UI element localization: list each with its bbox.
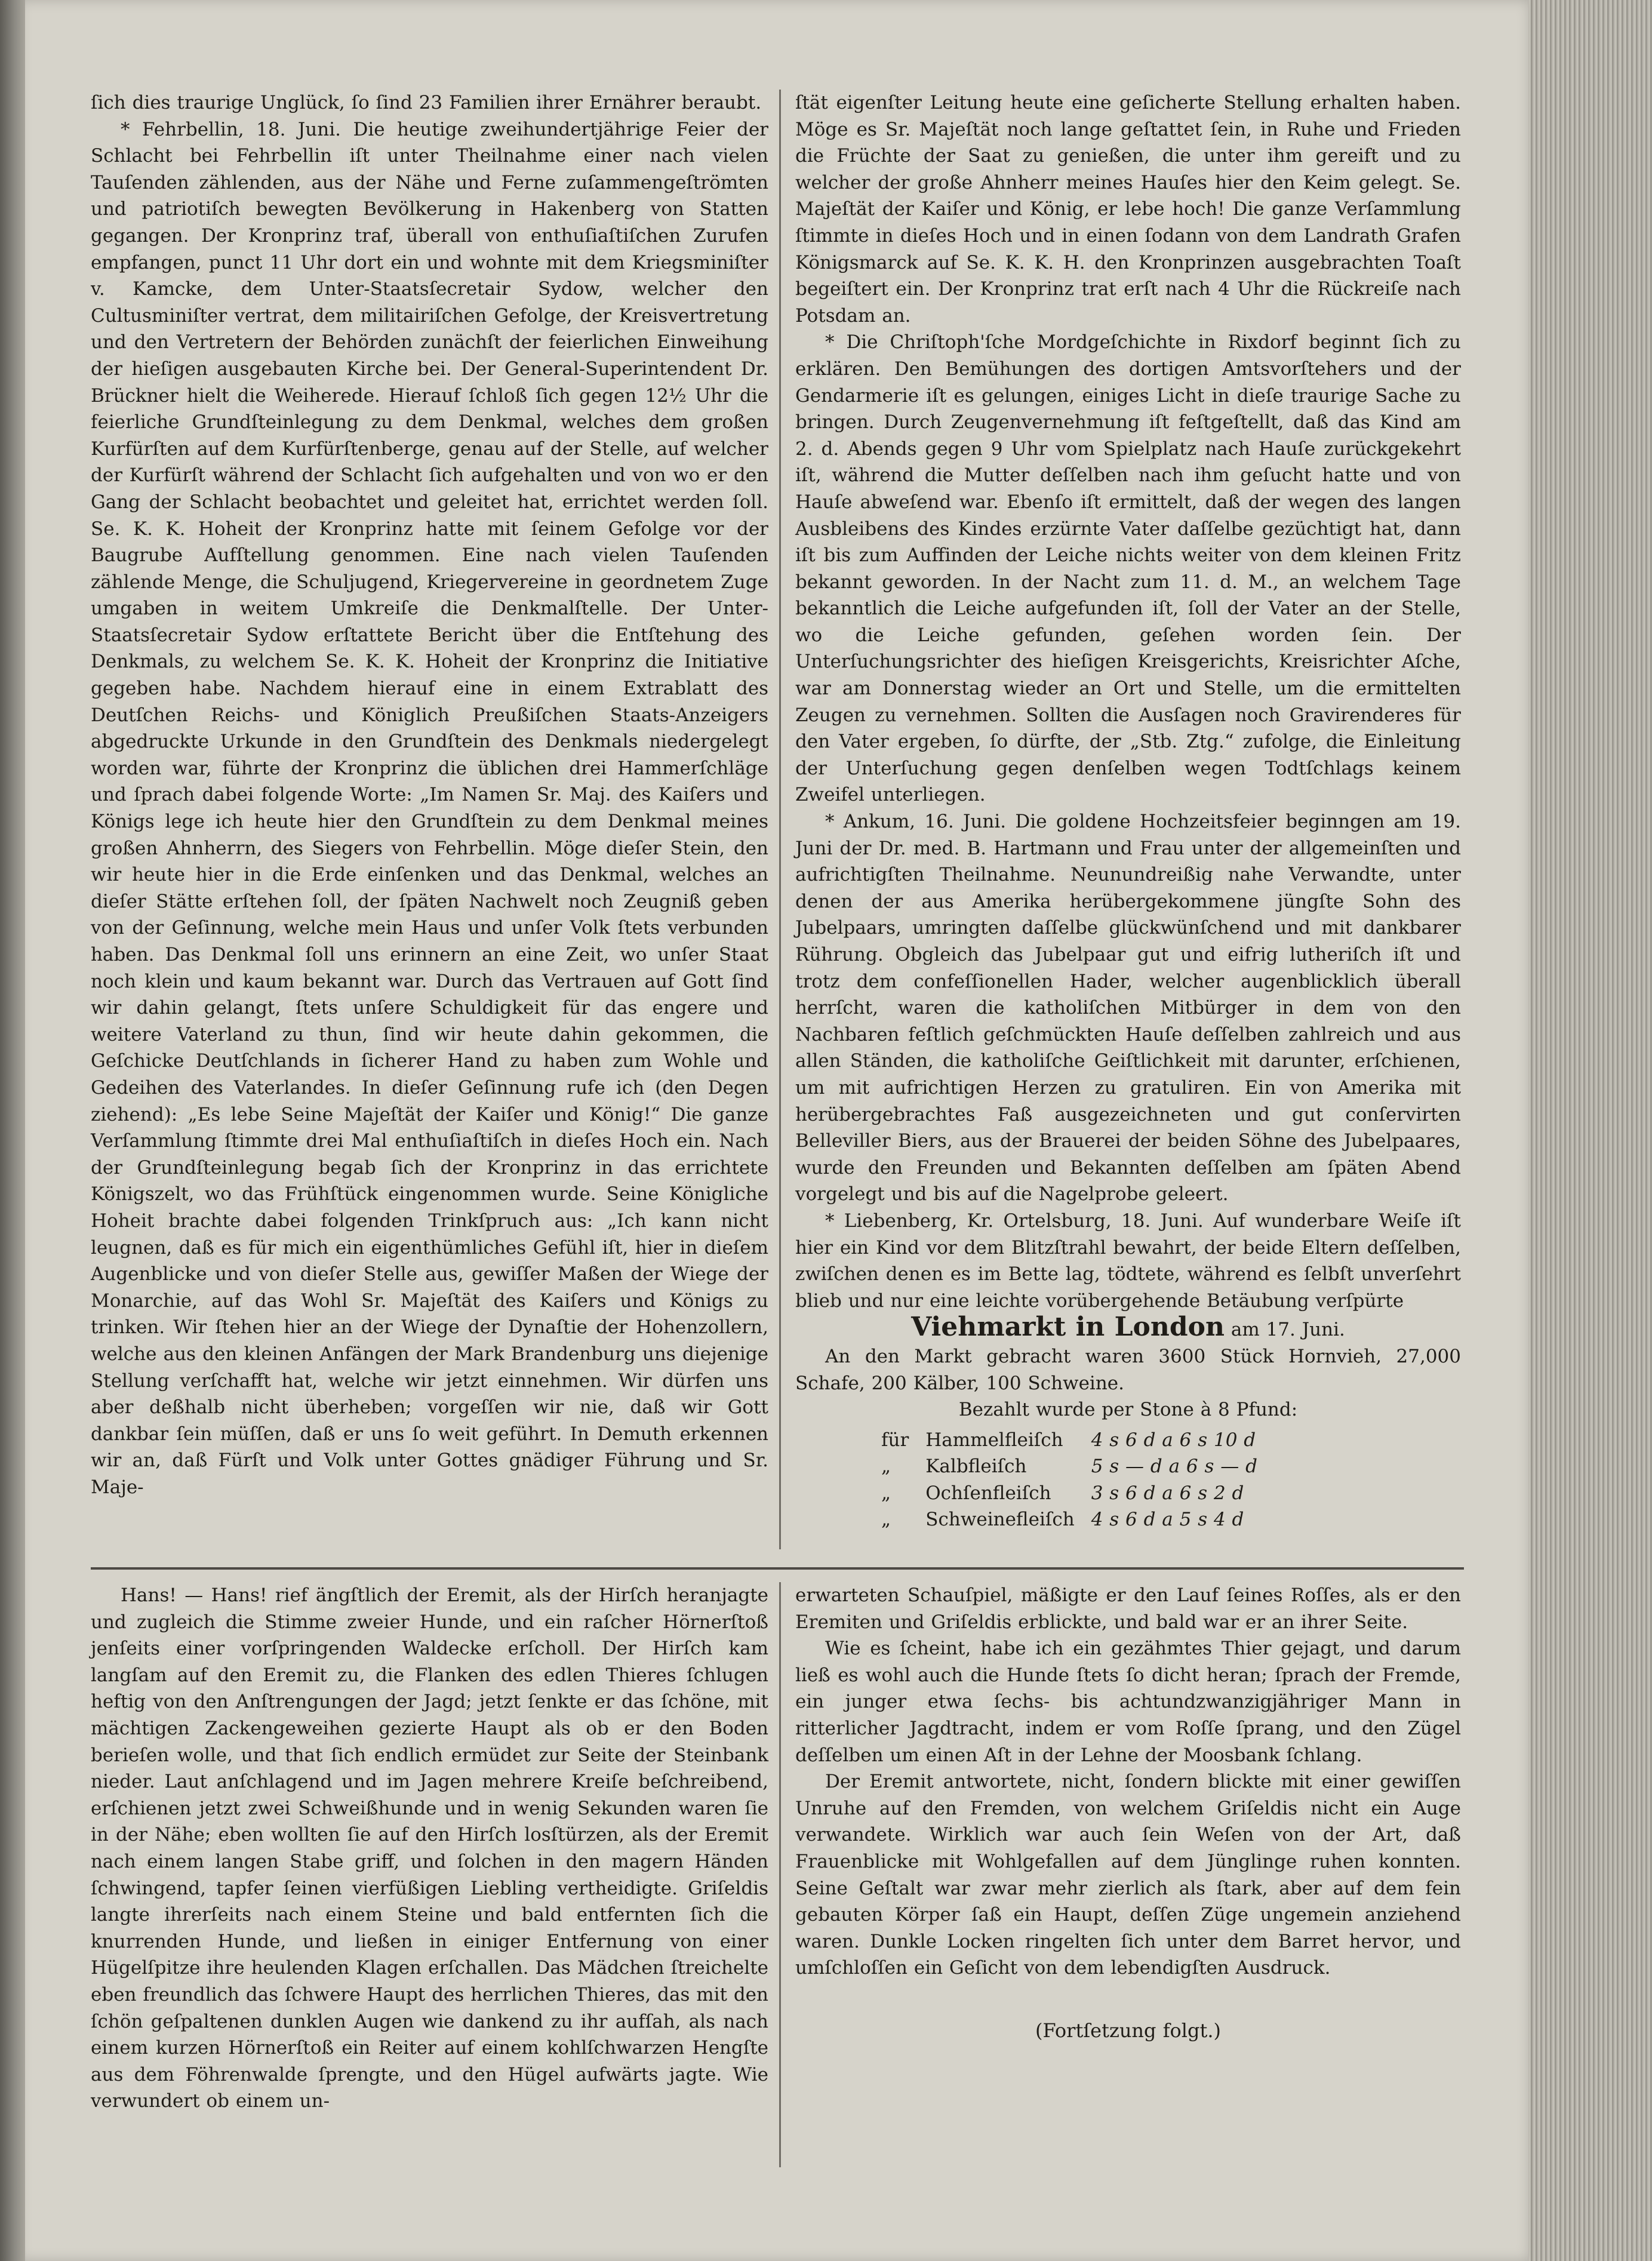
price-item: Ochſenfleiſch <box>925 1482 1051 1504</box>
market-heading: Viehmarkt in London <box>911 1312 1225 1343</box>
news-column-left <box>91 90 768 1500</box>
price-item: Hammelfleiſch <box>925 1429 1063 1451</box>
story-paragraph: Hans! — Hans! rief ängſtlich der Eremit, als der Hirſch heranjagte und zugleich die Stimme zweier Hunde, und ein raſcher Hörnerſtoß jenſeits einer vorſpringenden Waldecke erſcholl. Der Hirſch kam langſam auf den Eremit zu, die Flanken des edlen Thieres ſchlugen heftig von den Anſtrengungen der Jagd; jetzt ſenkte er das ſchöne, mit mächtigen Zackengeweihen gezierte Haupt als ob er den Boden berieſen wolle, und that ſich endlich ermüdet zur Seite der Steinbank nieder. Laut anſchlagend und im Jagen mehrere Kreiſe beſchreibend, erſchienen jetzt zwei Schweißhunde und in wenig Sekunden waren ſie in der Nähe; eben wollten ſie auf den Hirſch losſtürzen, als der Eremit nach einem langen Stabe griff, und ſolchen in den magern Händen ſchwingend, tapfer ſeinen vierfüßigen Liebling vertheidigte. Griſeldis langte ihrerſeits nach einem Steine und bald entfernten ſich die knurrenden Hunde, und ließen in einiger Entfernung von einer Hügelſpitze ihre heulenden Klagen erſchallen. Das Mädchen ſtreichelte eben freundlich das ſchwere Haupt des herrlichen Thieres, das mit den ſchön geſpaltenen dunklen Augen wie dankend zu ihr aufſah, als nach einem kurzen Hörnerſtoß ein Reiter auf einem kohlſchwarzen Hengſte aus dem Föhrenwalde ſprengte, und den Hügel aufwärts jagte. Wie verwundert ob einem un- <box>91 1585 768 2112</box>
market-heading-line <box>795 1314 1461 1343</box>
story-paragraph: Wie es ſcheint, habe ich ein gezähmtes Thier gejagt, und darum ließ es wohl auch die Hunde ſtets ſo dicht heran; ſprach der Fremde, ein junger etwa ſechs- bis achtundzwanzigjähriger Mann in ritterlicher Jagdtracht, indem er vom Roſſe ſprang, und den Zügel deſſelben um einen Aſt in der Lehne der Moosbank ſchlang. <box>795 1638 1461 1766</box>
price-prefix: für <box>881 1429 909 1451</box>
price-item: Schweinefleiſch <box>925 1509 1075 1531</box>
market-text: An den Markt gebracht waren 3600 Stück Hornvieh, 27,000 Schafe, 200 Kälber, 100 Schweine. <box>795 1345 1461 1394</box>
news-paragraph: * Ankum, 16. Juni. Die goldene Hochzeitsfeier beginngen am 19. Juni der Dr. med. B. Hartmann und Frau unter der allgemeinſten und aufrichtigſten Theilnahme. Neunundreißig nahe Verwandte, unter denen der aus Amerika herübergekommene jüngſte Sohn des Jubelpaars, umringten daſſelbe glückwünſchend und mit dankbarer Rührung. Obgleich das Jubelpaar gut und eifrig lutheriſch iſt und trotz dem confeſſionellen Hader, welcher augenblicklich überall herrſcht, waren die katholiſchen Mitbürger in dem von den Nachbaren feſtlich geſchmückten Hauſe deſſelben zahlreich und aus allen Ständen, die katholiſche Geiſtlichkeit mit darunter, erſchienen, um mit aufrichtigen Herzen zu gratuliren. Ein von Amerika mit herübergebrachtes Faß ausgezeichneten und gut conſervirten Belleviller Biers, aus der Brauerei der beiden Söhne des Jubelpaares, wurde den Freunden und Bekannten deſſelben am ſpäten Abend vorgelegt und bis auf die Nagelprobe geleert. <box>795 811 1461 1205</box>
news-paragraph: * Die Chriſtoph'ſche Mordgeſchichte in Rixdorf beginnt ſich zu erklären. Den Bemühungen des dortigen Amtsvorſtehers und der Gendarmerie iſt es gelungen, einiges Licht in dieſe traurige Sache zu bringen. Durch Zeugenvernehmung iſt feſtgeſtellt, daß das Kind am 2. d. Abends gegen 9 Uhr vom Spielplatz nach Hauſe zurückgekehrt iſt, während die Mutter deſſelben nach ihm geſucht hatte und von Hauſe abweſend war. Ebenſo iſt ermittelt, daß der wegen des langen Ausbleibens des Kindes erzürnte Vater daſſelbe gezüchtigt hat, dann iſt bis zum Auffinden der Leiche nichts weiter von dem kleinen Fritz bekannt geworden. In der Nacht zum 11. d. M., an welchem Tage bekanntlich die Leiche aufgefunden iſt, ſoll der Vater an der Stelle, wo die Leiche gefunden, geſehen worden ſein. Der Unterſuchungsrichter des hieſigen Kreisgerichts, Kreisrichter Aſche, war am Donnerstag wieder an Ort und Stelle, um die ermittelten Zeugen zu vernehmen. Sollten die Ausſagen noch Gravirenderes für den Vater ergeben, ſo dürfte, der „Stb. Ztg.“ zufolge, die Einleitung der Unterſuchung gegen denſelben wegen Todtſchlags keinem Zweifel unterliegen. <box>795 331 1461 806</box>
news-paragraph: * Fehrbellin, 18. Juni. Die heutige zweihundertjährige Feier der Schlacht bei Fehrbellin iſt unter Theilnahme einer nach vielen Tauſenden zählenden, aus der Nähe und Ferne zuſammengeſtrömten und patriotiſch bewegten Bevölkerung in Hakenberg von Statten gegangen. Der Kronprinz traf, überall von enthuſiaſtiſchen Zurufen empfangen, punct 11 Uhr dort ein und wohnte mit dem Kriegsminiſter v. Kamcke, dem Unter-Staatsſecretair Sydow, welcher den Cultusminiſter vertrat, dem militairiſchen Gefolge, der Kreisvertretung und den Vertretern der Behörden zunächſt der feierlichen Einweihung der hieſigen ausgebauten Kirche bei. Der General-Superintendent Dr. Brückner hielt die Weiherede. Hierauf ſchloß ſich gegen 12½ Uhr die feierliche Grundſteinlegung zu dem Denkmal, welches dem großen Kurfürſten auf dem Kurfürſtenberge, genau auf der Stelle, auf welcher der Kurfürſt während der Schlacht ſich aufgehalten und von wo er den Gang der Schlacht beobachtet und geleitet hat, errichtet werden ſoll. Se. K. K. Hoheit der Kronprinz hatte mit ſeinem Gefolge vor der Baugrube Aufſtellung genommen. Eine nach vielen Tauſenden zählende Menge, die Schuljugend, Kriegervereine in geordnetem Zuge umgaben in weitem Umkreiſe die Denkmalſtelle. Der Unter-Staatsſecretair Sydow erſtattete Bericht über die Entſtehung des Denkmals, zu welchem Se. K. K. Hoheit der Kronprinz die Initiative gegeben habe. Nachdem hierauf eine in einem Extrablatt des Deutſchen Reichs- und Königlich Preußiſchen Staats-Anzeigers abgedruckte Urkunde in den Grundſtein des Denkmals niedergelegt worden war, führte der Kronprinz die üblichen drei Hammerſchläge und ſprach dabei folgende Worte: „Im Namen Sr. Maj. des Kaiſers und Königs lege ich heute hier den Grundſtein zu dem Denkmal meines großen Ahnherrn, des Siegers von Fehrbellin. Möge dieſer Stein, den wir heute hier in die Erde einſenken und das Denkmal, welches an dieſer Stätte erſtehen ſoll, der ſpäten Nachwelt noch Zeugniß geben von der Geſinnung, welche mein Haus und unſer Volk ſtets verbunden haben. Das Denkmal ſoll uns erinnern an eine Zeit, wo unſer Staat noch klein und kaum bekannt war. Durch das Vertrauen auf Gott ſind wir dahin gelangt, ſtets unſere Schuldigkeit für das engere und weitere Vaterland zu thun, ſind wir heute dahin gekommen, die Geſchicke Deutſchlands in ſicherer Hand zu haben zum Wohle und Gedeihen des Vaterlandes. In dieſer Geſinnung rufe ich (den Degen ziehend): „Es lebe Seine Majeſtät der Kaiſer und König!“ Die ganze Verſammlung ſtimmte drei Mal enthuſiaſtiſch in dieſes Hoch ein. Nach der Grundſteinlegung begab ſich der Kronprinz in das errichtete Königszelt, wo das Frühſtück eingenommen wurde. Seine Königliche Hoheit brachte dabei folgenden Trinkſpruch aus: „Ich kann nicht leugnen, daß es für mich ein eigenthümliches Gefühl iſt, hier in dieſem Augenblicke und von dieſer Stelle aus, gewiſſer Maßen der Wiege der Monarchie, auf das Wohl Sr. Majeſtät des Kaiſers und Königs zu trinken. Wir ſtehen hier an der Wiege der Dynaſtie der Hohenzollern, welche aus den kleinen Anfängen der Mark Brandenburg uns diejenige Stellung verſchafft hat, welche wir jetzt einnehmen. Wir dürfen uns aber deßhalb nicht überheben; vorgeſſen wir nie, daß wir Gott dankbar ſein müſſen, daß er uns ſo weit geführt. In Demuth erkennen wir an, daß Fürſt und Volk unter Gottes gnädiger Führung und Sr. Maje- <box>91 118 768 1498</box>
story-column-divider <box>779 1582 781 2167</box>
news-paragraph: * Liebenberg, Kr. Ortelsburg, 18. Juni. Auf wunderbare Weiſe iſt hier ein Kind vor dem Blitzſtrahl bewahrt, der beide Eltern deſſelben, zwiſchen denen es im Bette lag, tödtete, während es ſelbſt unverſehrt blieb und nur eine leichte vorübergehende Betäubung verſpürte <box>795 1210 1461 1312</box>
continued-note: (Fortſetzung folgt.) <box>1035 2019 1222 2042</box>
price-value: 4 s 6 d a 5 s 4 d <box>1091 1509 1244 1531</box>
story-column-right <box>795 1582 1461 2044</box>
price-prefix: „ <box>881 1509 891 1531</box>
price-value: 5 s — d a 6 s — d <box>1091 1456 1257 1478</box>
newspaper-page <box>25 0 1536 2261</box>
news-paragraph: ſich dies traurige Unglück, ſo ſind 23 Familien ihrer Ernährer beraubt. <box>91 92 762 113</box>
price-prefix: „ <box>881 1456 891 1478</box>
story-column-left <box>91 1582 768 2115</box>
market-price-table <box>873 1427 1266 1533</box>
story-paragraph: Der Eremit antwortete, nicht, ſondern blickte mit einer gewiſſen Unruhe auf den Fremden, von welchem Griſeldis nicht ein Auge verwandete. Wirklich war auch ſein Weſen von der Art, daß Frauenblicke mit Wohlgefallen auf dem Jünglinge ruhen konnten. Seine Geſtalt war zwar mehr zierlich als ſtark, aber auf dem fein gebauten Körper ſaß ein Haupt, deſſen Züge ungemein anziehend waren. Dunkle Locken ringelten ſich unter dem Barret hervor, und umſchloſſen ein Geſicht von dem lebendigſten Ausdruck. <box>795 1771 1461 1979</box>
news-paragraph: ſtät eigenſter Leitung heute eine geſicherte Stellung erhalten haben. Möge es Sr. Majeſtät noch lange geſtattet ſein, in Ruhe und Frieden die Früchte der Saat zu genießen, die unter ihm gereift und zu welcher der große Ahnherr meines Hauſes hier den Keim gelegt. Se. Majeſtät der Kaiſer und König, er lebe hoch! Die ganze Verſammlung ſtimmte in dieſes Hoch und in einen ſodann von dem Landrath Grafen Königsmarck auf Se. K. K. H. den Kronprinzen ausgebrachten Toaſt begeiſtert ein. Der Kronprinz trat erſt nach 4 Uhr die Rückreiſe nach Potsdam an. <box>795 92 1461 327</box>
price-value: 4 s 6 d a 6 s 10 d <box>1091 1429 1256 1451</box>
price-row <box>873 1427 1266 1454</box>
price-prefix: „ <box>881 1482 891 1504</box>
price-value: 3 s 6 d a 6 s 2 d <box>1091 1482 1244 1504</box>
price-row <box>873 1453 1266 1480</box>
book-spine-shadow <box>0 0 25 2261</box>
story-paragraph: erwarteten Schauſpiel, mäßigte er den Lauf ſeines Roſſes, als er den Eremiten und Griſeldis erblickte, und bald war er an ihrer Seite. <box>795 1585 1461 1633</box>
news-column-right <box>795 90 1461 1533</box>
column-divider <box>779 90 781 1549</box>
price-item: Kalbfleiſch <box>925 1456 1027 1478</box>
price-row <box>873 1480 1266 1507</box>
page-stack-edges <box>1528 0 1652 2261</box>
feuilleton-divider <box>91 1567 1464 1570</box>
price-row <box>873 1506 1266 1533</box>
market-price-intro: Bezahlt wurde per Stone à 8 Pfund: <box>958 1399 1298 1421</box>
market-date: am 17. Juni. <box>1230 1319 1345 1341</box>
